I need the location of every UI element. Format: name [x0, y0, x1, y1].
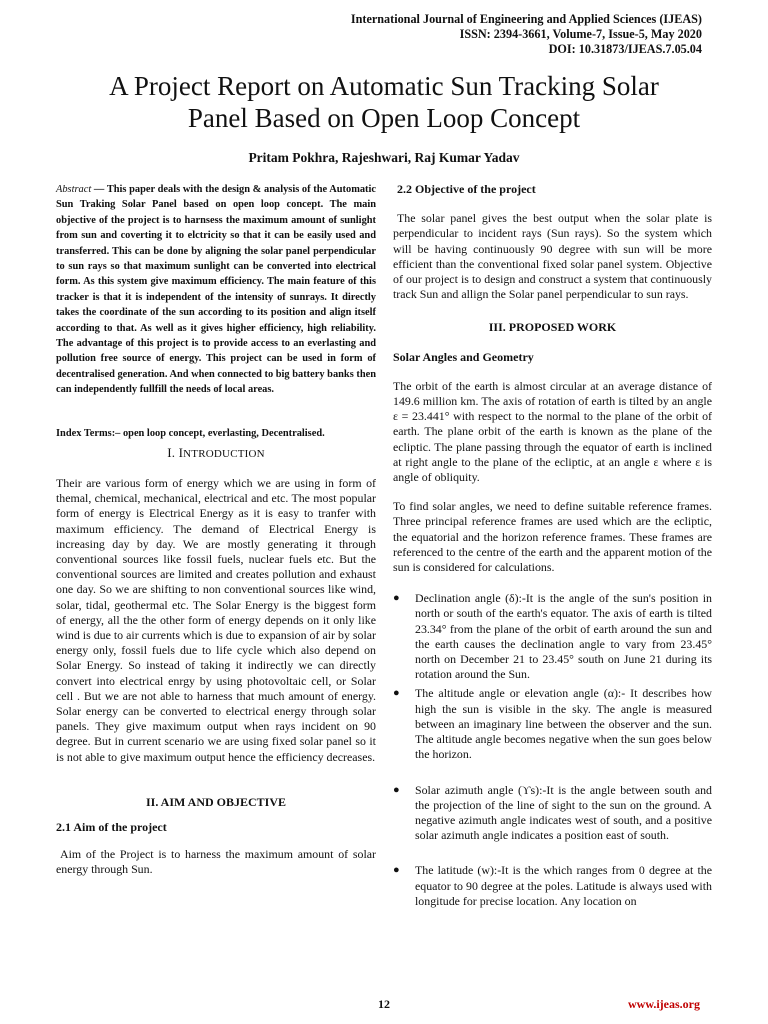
abstract [56, 182, 376, 398]
intro-text: Their are various form of energy which we are using in form of themal, chemical, mechanical, electrical and etc. The most popular form of energy is Electrical Energy as it is easy to tranfer with maximum efficiency. The demand of Electrical Energy is increasing day by day. We are mostly generating it through conventional sources like fossil fuels, nuclear fuels etc. But the conventional sources are limited and creates pollution and exhaust one day. So we are shifting to non conventional sources like wind, solar, tidal, geothermal etc. The Solar Energy is the biggest form of energy, all the the other form of energy depends on it only like wind is due to air currents which is due to expansion of air by solar energy only, fossil fuels due to life cycle which also depend on Solar Energy. So instead of taking it indirectly we can directly convert into electrical enrgy by using photovoltaic cell, or Solar cell . But we are not able to harness that much amount of energy. Solar energy can be converted to electrical energy through solar panels. They give maximum output when rays incident on 90 degree. But in current scenario we are using fixed solar panel so it is not able to give maximum output hence the efficiency decreases. [56, 475, 376, 764]
solar-angles-heading: Solar Angles and Geometry [393, 349, 534, 364]
left-column [56, 182, 376, 878]
bullet-icon: ● [393, 864, 400, 877]
objective-subheading: 2.2 Objective of the project [397, 182, 536, 196]
journal-header [351, 12, 702, 57]
paper-title [60, 70, 708, 134]
page-number: 12 [378, 997, 390, 1011]
bullet-azimuth [393, 783, 712, 844]
bullet-icon: ● [393, 592, 400, 605]
journal-name: International Journal of Engineering and Applied Sciences (IJEAS) [350, 12, 702, 26]
orbit-text: The orbit of the earth is almost circular at an average distance of 149.6 million km. The axis of rotation of earth is tilted by an angle ε = 23.441° with respect to the normal to the plane of the orbit of earth. The plane orbit of the earth is known as the plane of the ecliptic. The plane passing through the equator of earth is inclined at right angle to the plane of the ecliptic, at an angle ε where ε is angle of obliquity. [393, 378, 712, 485]
bullet-icon: ● [393, 687, 400, 700]
right-column [393, 182, 712, 909]
intro-heading [56, 445, 376, 462]
bullet-latitude [393, 863, 712, 909]
journal-doi: DOI: 10.31873/IJEAS.7.05.04 [548, 42, 702, 56]
journal-issn: ISSN: 2394-3661, Volume-7, Issue-5, May 2020 [459, 27, 702, 41]
bullet-icon: ● [393, 783, 400, 796]
title-line-1: A Project Report on Automatic Sun Tracking Solar [109, 71, 659, 101]
title-line-2: Panel Based on Open Loop Concept [187, 103, 581, 133]
bullet-text: Solar azimuth angle (ϒs):-It is the angle between south and the projection of the line of sight to the sun on the ground. A negative azimuth angle indicates west of south, and a positive solar azimuth angle indicates a position east of south. [415, 782, 712, 843]
intro-heading-first: I [178, 444, 184, 460]
intro-numeral: I. [167, 444, 176, 460]
index-terms: Index Terms:– open loop concept, everlasting, Decentralised. [56, 427, 325, 439]
authors: Pritam Pokhra, Rajeshwari, Raj Kumar Yadav [248, 150, 520, 165]
aim-subheading: 2.1 Aim of the project [56, 819, 167, 834]
objective-text: The solar panel gives the best output when the solar plate is perpendicular to incident rays (Sun rays). So the system which will be having continuously 90 degree with sun will be more efficient than the conventional fixed solar panel system. Objective of our project is to design and construct a system that continuously track Sun and allign the Solar panel perpendicular to sun rays. [393, 211, 712, 302]
bullet-text: Declination angle (δ):-It is the angle of the sun's position in north or south of the earth's equator. The axis of earth is tilted 23.34° from the plane of the orbit of earth around the sun and the earth causes the declination angle to vary from 23.45° north on December 21 to 23.45° south on June 21 during its rotation around the Sun. [415, 591, 712, 682]
bullet-altitude [393, 686, 712, 762]
bullet-declination [393, 591, 712, 682]
proposed-work-heading: III. PROPOSED WORK [488, 320, 617, 335]
aim-text: Aim of the Project is to harness the maximum amount of solar energy through Sun. [56, 847, 376, 877]
abstract-text: — This paper deals with the design & analysis of the Automatic Sun Traking Solar Panel based on open loop concept. The main objective of the project is to harnsess the maximum amount of sunlight from sun and coverting it to elctricity so that it can be easily used and transferred. This can be done by aligning the solar panel perpendicular to sun rays so that maximum sunlight can be converted into electrical form. As this system give maximum efficiency. The main feature of this tracker is that it is independent of the intensity of sunrays. It directly takes the coordinate of the sun according to its position and align itself according to that. As well as it gives higher efficiency, high reliability. The advantage of this project is to provide access to an everlasting and pollution free source of energy. This project can be used in form of decentralised generation. And when connected to big battery banks then can independently fullfill the needs of local areas. [56, 184, 376, 396]
reference-frames-text: To find solar angles, we need to define suitable reference frames. Three principal reference frames are used which are the ecliptic, the equatorial and the horizon reference frames. These frames are referenced to the centre of the earth and the apparent motion of the sun is considered for calculations. [393, 499, 712, 575]
intro-heading-rest: NTRODUCTION [183, 447, 265, 460]
website-link[interactable]: www.ijeas.org [628, 997, 700, 1011]
bullet-text: The altitude angle or elevation angle (α):- It describes how high the sun is visible in the sky. The angle is measured between an imaginary line between the observer and the sun. The altitude angle becomes negative when the sun goes below the horizon. [415, 686, 712, 762]
aim-objective-heading: II. AIM AND OBJECTIVE [145, 794, 287, 809]
bullet-text: The latitude (w):-It is the which ranges from 0 degree at the equator to 90 degree at the poles. Latitude is always used with longitude for precise location. Any location on [415, 863, 712, 908]
abstract-label: Abstract [56, 184, 92, 195]
